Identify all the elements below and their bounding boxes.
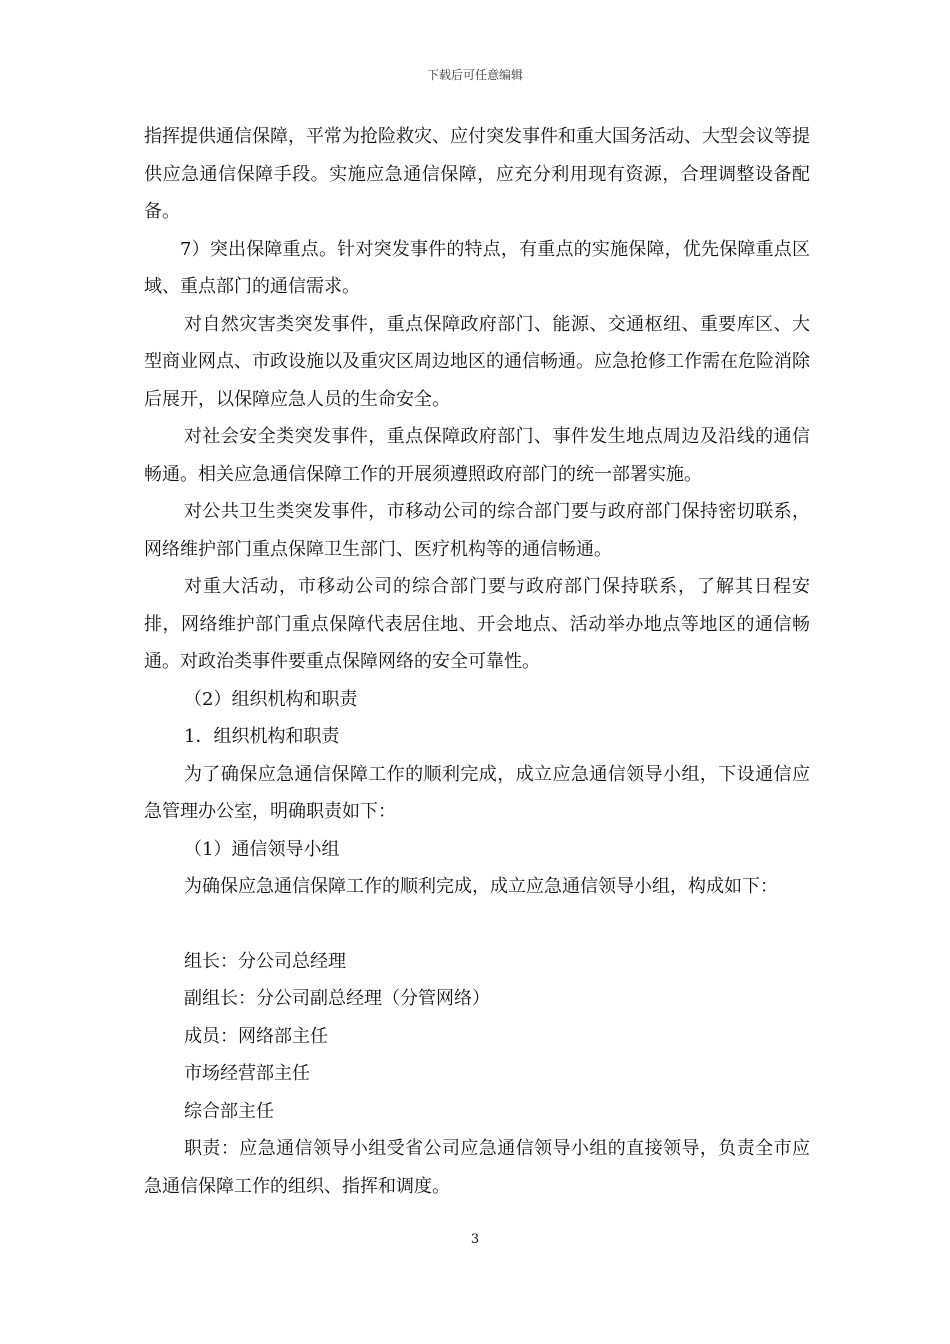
member-leader: 组长：分公司总经理 [184,950,346,972]
group-heading: （1）通信领导小组 [184,838,340,860]
member-deputy: 副组长：分公司副总经理（分管网络） [184,988,490,1009]
paragraph-2: 7）突出保障重点。针对突发事件的特点，有重点的实施保障，优先保障重点区域、重点部门的通信需求。 [144,238,810,297]
paragraph-6: 对重大活动，市移动公司的综合部门要与政府部门保持联系，了解其日程安排，网络维护部门重点保障代表居住地、开会地点、活动举办地点等地区的通信畅通。对政治类事件要重点保障网络的安全可靠性。 [144,576,810,672]
paragraph-3: 对自然灾害类突发事件，重点保障政府部门、能源、交通枢纽、重要库区、大型商业网点、市政设施以及重灾区周边地区的通信畅通。应急抢修工作需在危险消除后展开，以保障应急人员的生命安全。 [144,313,810,410]
paragraph-8: 为确保应急通信保障工作的顺利完成，成立应急通信领导小组，构成如下： [184,876,778,897]
page-number: 3 [470,1232,480,1247]
paragraph-duties: 职责：应急通信领导小组受省公司应急通信领导小组的直接领导，负责全市应急通信保障工作的组织、指挥和调度。 [144,1138,810,1197]
paragraph-5: 对公共卫生类突发事件，市移动公司的综合部门要与政府部门保持密切联系，网络维护部门重点保障卫生部门、医疗机构等的通信畅通。 [144,501,810,560]
document-body [144,118,810,1205]
member-market: 市场经营部主任 [184,1063,310,1084]
paragraph-7: 为了确保应急通信保障工作的顺利完成，成立应急通信领导小组，下设通信应急管理办公室，明确职责如下： [144,763,810,822]
page-header: 下载后可任意编辑 [426,68,523,82]
subsection-heading: 1．组织机构和职责 [184,726,340,747]
paragraph-4: 对社会安全类突发事件，重点保障政府部门、事件发生地点周边及沿线的通信畅通。相关应急通信保障工作的开展须遵照政府部门的统一部署实施。 [144,426,810,485]
member-members: 成员：网络部主任 [184,1025,328,1047]
section-heading: （2）组织机构和职责 [184,688,358,710]
blank-line [144,906,810,943]
member-general: 综合部主任 [184,1100,274,1122]
paragraph-1: 指挥提供通信保障，平常为抢险救灾、应付突发事件和重大国务活动、大型会议等提供应急通信保障手段。实施应急通信保障，应充分利用现有资源，合理调整设备配备。 [144,126,810,222]
